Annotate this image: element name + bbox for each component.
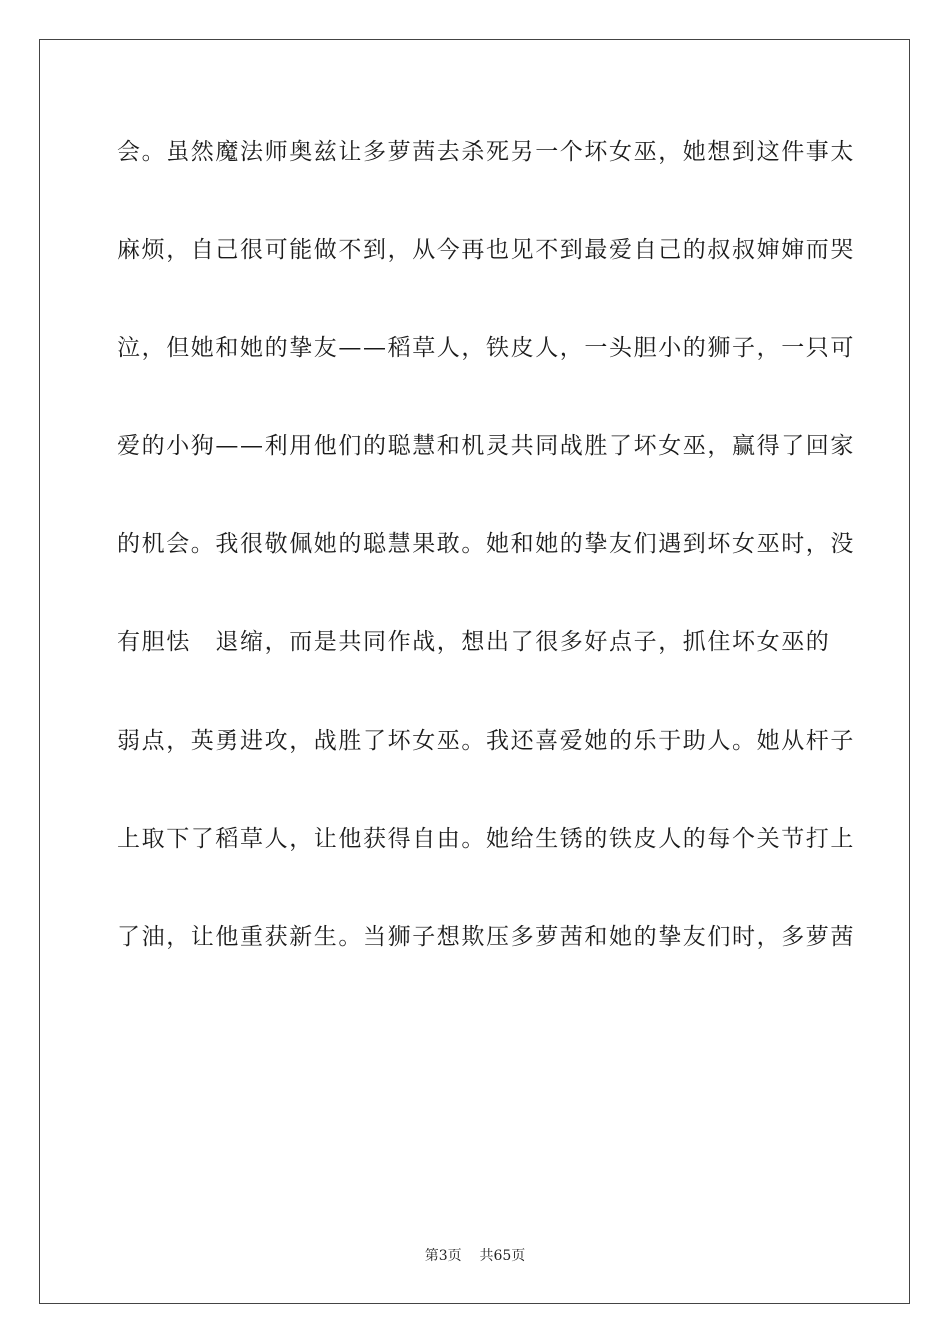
document-body [117,128,855,1011]
page-number: 第3页 [424,1248,462,1264]
text-line-2: 麻烦，自己很可能做不到，从今再也见不到最爱自己的叔叔婶婶而哭 [117,237,855,264]
text-line-9: 了油，让他重获新生。当狮子想欺压多萝茜和她的挚友们时，多萝茜 [117,923,855,950]
text-line-5: 的机会。我很敬佩她的聪慧果敢。她和她的挚友们遇到坏女巫时，没 [117,531,855,558]
page-total: 共65页 [479,1248,526,1264]
text-line-3: 泣，但她和她的挚友——稻草人，铁皮人，一头胆小的狮子，一只可 [117,335,855,362]
text-line-4: 爱的小狗——利用他们的聪慧和机灵共同战胜了坏女巫，赢得了回家 [117,433,855,460]
text-line-8: 上取下了稻草人，让他获得自由。她给生锈的铁皮人的每个关节打上 [117,825,855,852]
page-footer [0,1247,950,1265]
text-line-1: 会。虽然魔法师奥兹让多萝茜去杀死另一个坏女巫，她想到这件事太 [117,139,855,165]
text-line-6: 有胆怯 退缩，而是共同作战，想出了很多好点子，抓住坏女巫的 [117,629,831,656]
text-line-7: 弱点，英勇进攻，战胜了坏女巫。我还喜爱她的乐于助人。她从杆子 [117,727,855,754]
